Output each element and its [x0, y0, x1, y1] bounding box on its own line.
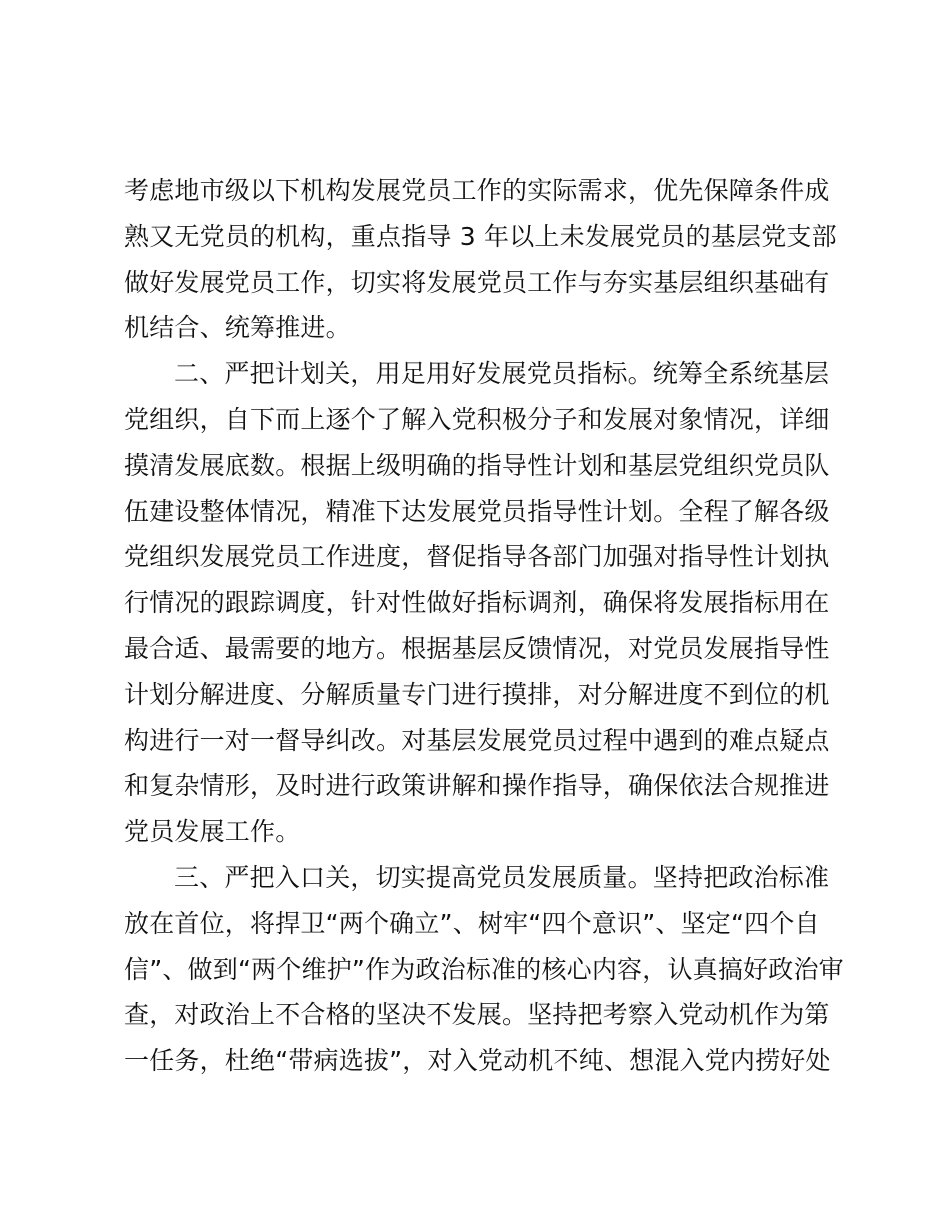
- text-line: 熟又无党员的机构，重点指导 3 年以上未发展党员的基层党支部: [124, 221, 837, 251]
- text-line: 计划分解进度、分解质量专门进行摸排，对分解进度不到位的机: [124, 679, 830, 709]
- text-line: 党员发展工作。: [124, 817, 301, 847]
- text-line: 信”、做到“两个维护”作为政治标准的核心内容，认真搞好政治审: [124, 954, 844, 984]
- text-line: 最合适、最需要的地方。根据基层反馈情况，对党员发展指导性: [124, 633, 830, 663]
- text-line: 做好发展党员工作，切实将发展党员工作与夯实基层组织基础有: [124, 267, 830, 297]
- text-line: 查，对政治上不合格的坚决不发展。坚持把考察入党动机作为第: [124, 1000, 830, 1030]
- paragraph-start-line: 三、严把入口关，切实提高党员发展质量。坚持把政治标准: [174, 862, 830, 892]
- text-line: 摸清发展底数。根据上级明确的指导性计划和基层党组织党员队: [124, 450, 830, 480]
- text-line: 党组织，自下而上逐个了解入党积极分子和发展对象情况，详细: [124, 404, 830, 434]
- text-line: 考虑地市级以下机构发展党员工作的实际需求，优先保障条件成: [124, 176, 830, 205]
- document-body-text: [124, 168, 844, 1084]
- text-line: 行情况的跟踪调度，针对性做好指标调剂，确保将发展指标用在: [124, 588, 830, 618]
- text-line: 机结合、统筹推进。: [124, 313, 351, 343]
- text-line: 构进行一对一督导纠改。对基层发展党员过程中遇到的难点疑点: [124, 725, 830, 755]
- text-line: 放在首位，将捍卫“两个确立”、树牢“四个意识”、坚定“四个自: [124, 908, 820, 938]
- text-line: 伍建设整体情况，精准下达发展党员指导性计划。全程了解各级: [124, 496, 830, 526]
- text-line: 和复杂情形，及时进行政策讲解和操作指导，确保依法合规推进: [124, 771, 830, 801]
- text-line: 一任务，杜绝“带病选拔”，对入党动机不纯、想混入党内捞好处: [124, 1046, 831, 1076]
- text-line: 党组织发展党员工作进度，督促指导各部门加强对指导性计划执: [124, 542, 830, 572]
- paragraph-start-line: 二、严把计划关，用足用好发展党员指标。统筹全系统基层: [174, 359, 830, 389]
